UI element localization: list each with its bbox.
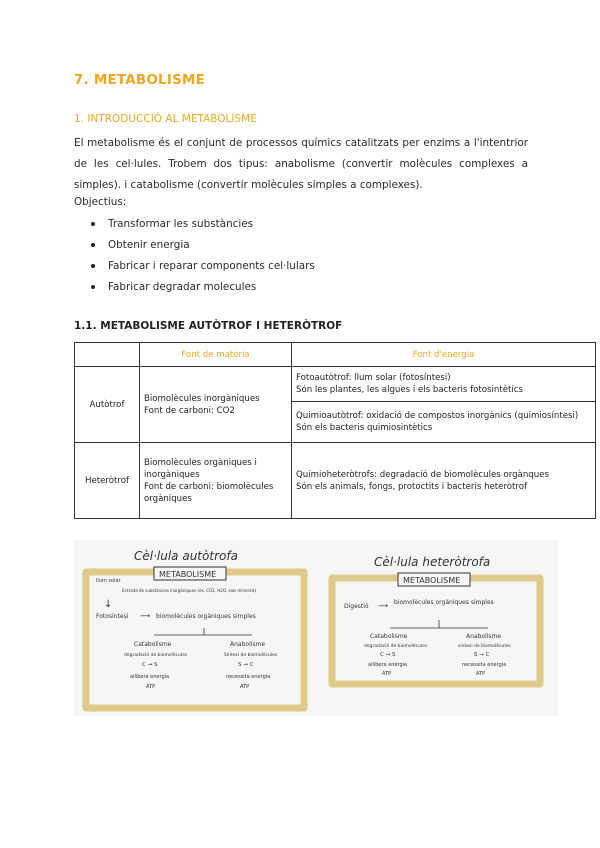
left-anabolisme-line3: necessita energia <box>226 674 271 680</box>
metabolism-table <box>74 342 596 519</box>
chapter-title: 7. METABOLISME <box>74 72 206 88</box>
subsection-title: 1.1. METABOLISME AUTÒTROF I HETERÒTROF <box>74 320 343 332</box>
right-anabolisme-line4: ATP <box>476 671 486 677</box>
right-metabolisme-label: METABOLISME <box>403 576 461 585</box>
intro-paragraph: El metabolisme és el conjunt de processos químics catalitzats per enzims a l'intentrior de les cel·lules. Trobem dos tipus: anabolisme (convertir molècules complexes a simples). i catabolisme (convertir molècules simples a complexes). <box>74 137 528 191</box>
right-catabolisme-line3: allibera energia <box>368 662 408 668</box>
right-anabolisme-line3: necessita energia <box>462 662 507 668</box>
bullet-icon <box>91 285 95 289</box>
left-product-label: biomolècules orgàniques simples <box>156 613 256 620</box>
left-anabolisme-line4: ATP <box>240 684 250 690</box>
right-anabolisme-title: Anabolisme <box>466 633 502 640</box>
right-anabolisme-line1: síntesi de biomolècules <box>458 644 511 649</box>
objectius-label: Objectius: <box>74 196 127 208</box>
right-frame <box>332 578 540 684</box>
list-item: Obtenir energia <box>91 238 315 259</box>
row-label-heterotrof: Heteròtrof <box>75 443 140 519</box>
left-catabolisme-title: Catabolisme <box>134 641 172 648</box>
right-catabolisme-line1: degradació de biomolècules <box>364 644 428 649</box>
left-inputs-note: Entrada de substàncies inorgàniques (ex. CO2, H2O, sals minerals) <box>122 588 257 593</box>
left-anabolisme-title: Anabolisme <box>230 641 266 648</box>
cell-quimioautotrof: Quimioautòtrof: oxidació de compostos inorgànics (quimiosíntesi) Són els bacteris quimiosintètics <box>292 401 596 442</box>
left-catabolisme-line1: degradació de biomolècules <box>124 653 188 658</box>
table-header-energia: Font d'energia <box>292 343 596 367</box>
list-item: Fabricar i reparar components cel·lulars <box>91 259 315 280</box>
list-item: Transformar les substàncies <box>91 217 315 238</box>
right-catabolisme-line4: ATP <box>382 671 392 677</box>
bullet-icon <box>91 264 95 268</box>
left-catabolisme-line3: allibera energia <box>130 674 170 680</box>
table-header-materia: Font de matèria <box>140 343 292 367</box>
left-anabolisme-line1: Síntesi de biomolècules <box>224 653 278 658</box>
cell-heterotrof-materia: Biomolècules orgàniques i inorgàniques Font de carboni: biomolècules orgàniques <box>140 443 292 519</box>
right-product-label: biomolècules orgàniques simples <box>394 599 494 606</box>
section-title: 1. INTRODUCCIÓ AL METABOLISME <box>74 113 257 125</box>
right-title: Cèl·lula heteròtrofa <box>374 555 491 569</box>
right-catabolisme-line2: C → S <box>380 652 396 658</box>
left-anabolisme-line2: S → C <box>238 662 254 668</box>
table-header-empty <box>75 343 140 367</box>
right-anabolisme-line2: S → C <box>474 652 490 658</box>
table-row <box>75 443 596 519</box>
row-label-autotrof: Autòtrof <box>75 367 140 443</box>
left-catabolisme-line2: C → S <box>142 662 158 668</box>
left-sun-label: llum solar <box>96 578 121 584</box>
left-metabolisme-label: METABOLISME <box>159 570 217 579</box>
left-catabolisme-line4: ATP <box>146 684 156 690</box>
cell-quimioheterotrof: Quimioheteròtrofs: degradació de biomolècules orgànques Són els animals, fongs, protoctits i bacteris heteròtrof <box>292 443 596 519</box>
objectius-list <box>91 217 315 301</box>
table-header-row <box>75 343 596 367</box>
list-item: Fabricar degradar molecules <box>91 280 315 301</box>
table-row <box>75 367 596 402</box>
left-down-arrow-icon: ↓ <box>104 599 113 610</box>
cell-autotrof-materia: Biomolècules inorgàniques Font de carboni: CO2 <box>140 367 292 443</box>
right-input-label: Digestió <box>344 603 369 610</box>
cell-fotoautotrof: Fotoautòtrof: llum solar (fotosíntesi) Són les plantes, les algues i els bacteris fotosintètics <box>292 367 596 402</box>
bullet-icon <box>91 243 95 247</box>
right-right-arrow-icon: ⟶ <box>378 602 389 610</box>
left-title: Cèl·lula autòtrofa <box>134 549 238 563</box>
left-fotosintesi-label: Fotosíntesi <box>96 613 129 620</box>
right-catabolisme-title: Catabolisme <box>370 633 408 640</box>
bullet-icon <box>91 222 95 226</box>
handwritten-diagram-photo <box>74 540 558 716</box>
left-right-arrow-icon: ⟶ <box>140 612 151 620</box>
